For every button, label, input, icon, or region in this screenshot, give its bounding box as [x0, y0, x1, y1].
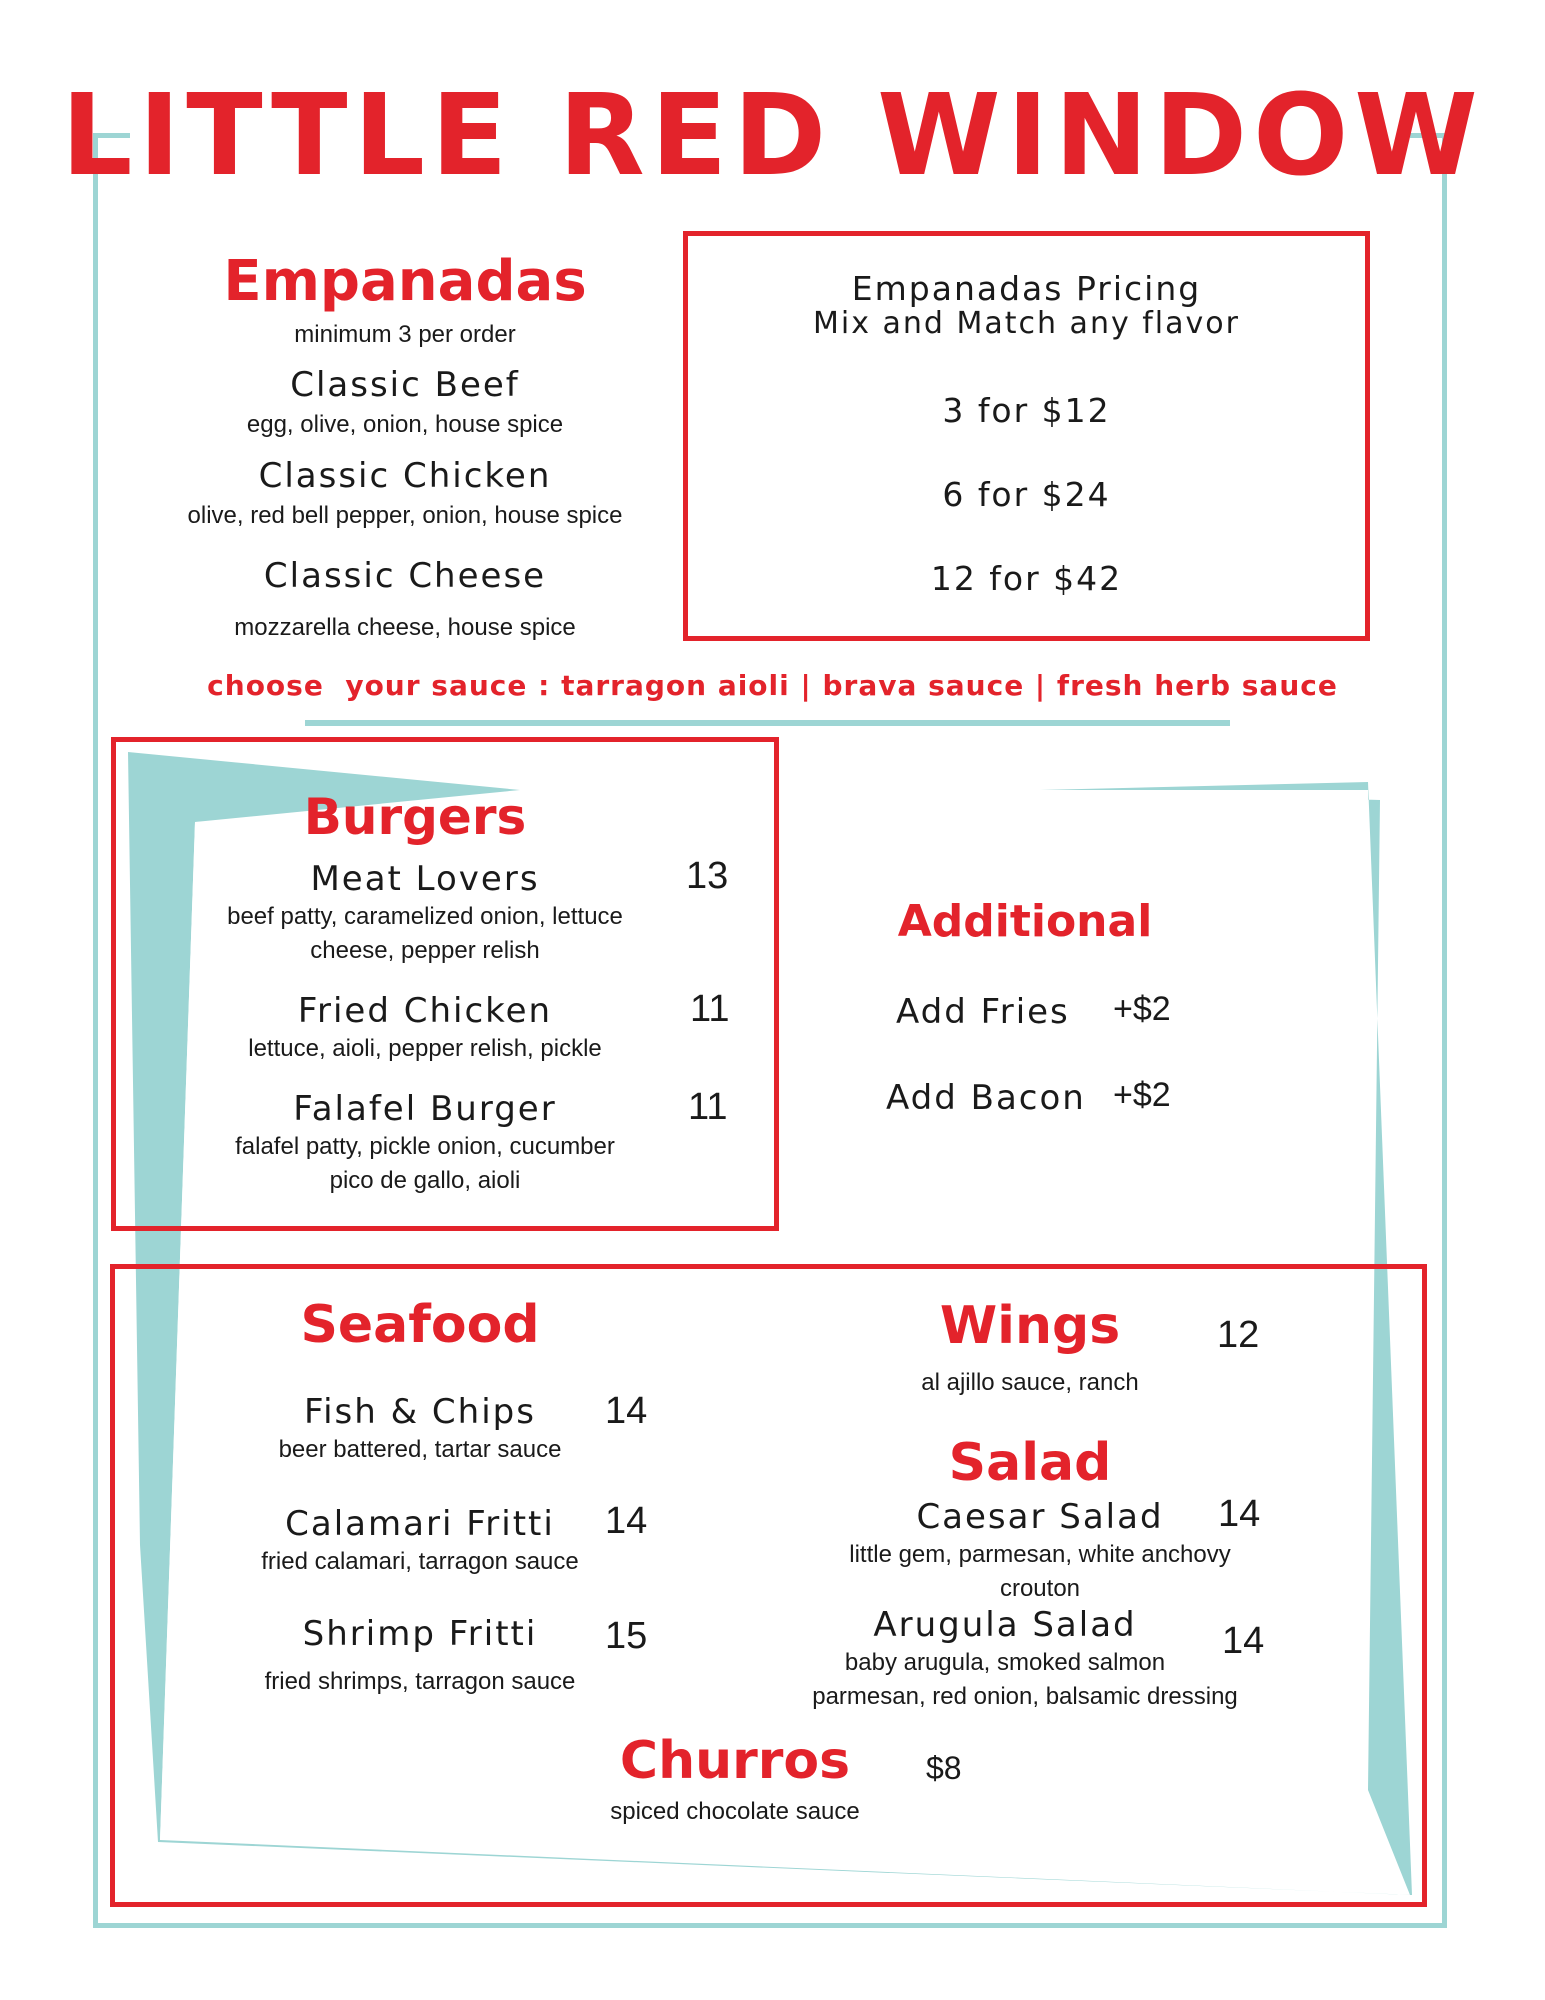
seafood-item-shrimp — [240, 1614, 600, 1699]
salad-item-caesar — [800, 1497, 1280, 1605]
burger-item-falafel — [190, 1089, 660, 1197]
item-desc: beer battered, tartar sauce — [278, 1436, 562, 1463]
item-desc-2: cheese, pepper relish — [310, 936, 540, 964]
pricing-subtitle: Mix and Match any flavor — [813, 306, 1240, 341]
wings-price: 12 — [1217, 1314, 1260, 1356]
item-desc: beef patty, caramelized onion, lettuce — [227, 903, 623, 930]
pricing-tier-3: 3 for $12 — [942, 391, 1111, 430]
item-name: Classic Chicken — [258, 456, 552, 496]
additional-item-bacon: Add Bacon — [886, 1078, 1086, 1118]
item-name: Falafel Burger — [293, 1089, 557, 1129]
empanada-item-beef — [150, 365, 660, 442]
pricing-title: Empanadas Pricing — [851, 269, 1202, 308]
item-desc: falafel patty, pickle onion, cucumber — [235, 1133, 615, 1160]
empanada-item-cheese — [150, 556, 660, 645]
sauce-options: choose your sauce : tarragon aioli | brava sauce | fresh herb sauce — [207, 669, 1338, 702]
pricing-tier-12: 12 for $42 — [930, 559, 1123, 598]
item-price: 14 — [1218, 1493, 1261, 1535]
item-desc: little gem, parmesan, white anchovy — [849, 1541, 1231, 1568]
title-text: LITTLE RED WINDOW — [61, 71, 1484, 201]
empanadas-pricing-box — [683, 231, 1370, 641]
item-price: 15 — [605, 1615, 648, 1657]
item-price: 14 — [605, 1500, 648, 1542]
additional-price-fries: +$2 — [1113, 990, 1171, 1028]
item-name: Caesar Salad — [916, 1497, 1164, 1537]
additional-price-bacon: +$2 — [1113, 1076, 1171, 1114]
restaurant-title — [0, 71, 1545, 201]
burgers-heading: Burgers — [303, 788, 527, 846]
pricing-tier-6: 6 for $24 — [942, 475, 1111, 514]
churros-heading: Churros — [619, 1731, 851, 1791]
seafood-item-fish-chips — [240, 1392, 600, 1467]
burger-item-meat-lovers — [190, 859, 660, 967]
seafood-heading: Seafood — [300, 1295, 540, 1355]
item-name: Classic Beef — [290, 365, 520, 405]
wings-heading: Wings — [939, 1296, 1121, 1356]
item-desc: fried calamari, tarragon sauce — [261, 1548, 579, 1575]
item-desc: baby arugula, smoked salmon — [844, 1649, 1166, 1676]
item-desc-2: pico de gallo, aioli — [329, 1166, 521, 1194]
item-price: 13 — [686, 855, 729, 897]
item-desc: egg, olive, onion, house spice — [246, 411, 564, 438]
item-desc-2: crouton — [999, 1574, 1081, 1602]
item-name: Arugula Salad — [873, 1605, 1137, 1645]
empanadas-note: minimum 3 per order — [294, 321, 516, 348]
item-name: Calamari Fritti — [285, 1504, 555, 1544]
churros-price: $8 — [926, 1750, 962, 1786]
item-price: 11 — [688, 1086, 728, 1128]
item-price: 11 — [690, 988, 730, 1030]
salad-item-arugula — [775, 1605, 1275, 1713]
additional-heading: Additional — [897, 896, 1153, 947]
item-desc: lettuce, aioli, pepper relish, pickle — [248, 1035, 602, 1062]
salad-heading: Salad — [948, 1433, 1112, 1493]
wings-desc: al ajillo sauce, ranch — [921, 1369, 1139, 1396]
item-desc: fried shrimps, tarragon sauce — [264, 1668, 576, 1695]
seafood-item-calamari — [240, 1504, 600, 1579]
burger-item-fried-chicken — [190, 991, 660, 1066]
item-price: 14 — [605, 1390, 648, 1432]
sauce-divider — [305, 720, 1230, 726]
additional-item-fries: Add Fries — [896, 992, 1070, 1032]
item-desc: mozzarella cheese, house spice — [234, 614, 576, 641]
item-name: Fish & Chips — [304, 1392, 536, 1432]
item-name: Meat Lovers — [310, 859, 540, 899]
item-desc-2: parmesan, red onion, balsamic dressing — [812, 1682, 1238, 1710]
empanadas-section — [150, 249, 660, 352]
churros-desc: spiced chocolate sauce — [610, 1798, 860, 1825]
item-price: 14 — [1222, 1620, 1265, 1662]
empanada-item-chicken — [150, 456, 660, 533]
churros-section — [580, 1731, 890, 1829]
item-name: Classic Cheese — [263, 556, 547, 596]
item-desc: olive, red bell pepper, onion, house spice — [187, 502, 623, 529]
item-name: Fried Chicken — [297, 991, 553, 1031]
empanadas-heading: Empanadas — [223, 249, 587, 314]
wings-section — [840, 1296, 1220, 1400]
item-name: Shrimp Fritti — [302, 1614, 538, 1654]
